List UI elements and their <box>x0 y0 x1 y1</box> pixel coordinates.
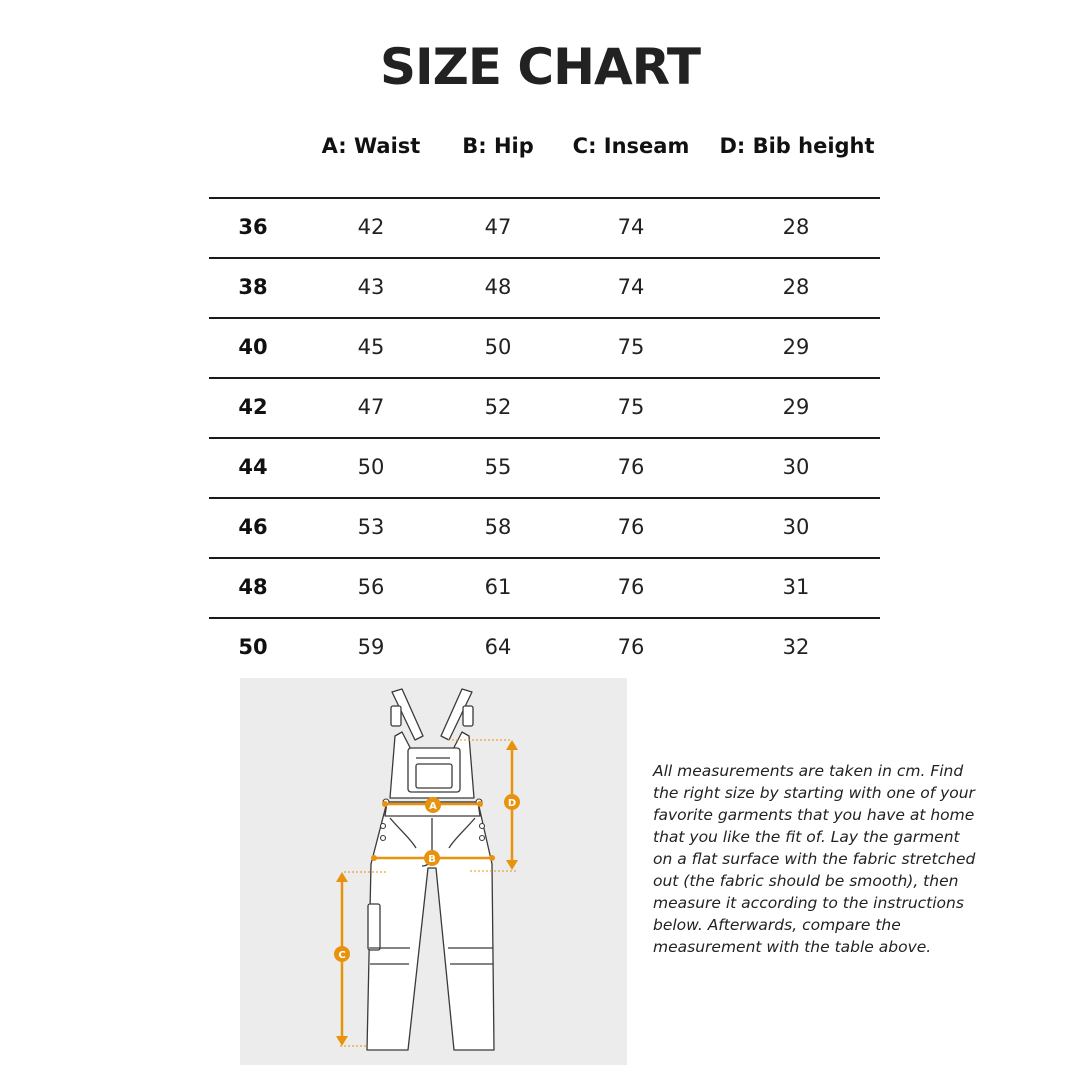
size-cell: 40 <box>238 335 268 359</box>
waist-cell: 43 <box>357 275 385 299</box>
inseam-cell: 74 <box>617 275 645 299</box>
table-row <box>209 317 880 377</box>
svg-text:C: C <box>338 950 346 961</box>
hip-cell: 52 <box>484 395 512 419</box>
hip-cell: 50 <box>484 335 512 359</box>
inseam-cell: 75 <box>617 335 645 359</box>
inseam-cell: 76 <box>617 455 645 479</box>
bib-height-cell: 28 <box>782 215 810 239</box>
waist-cell: 59 <box>357 635 385 659</box>
bib-height-cell: 28 <box>782 275 810 299</box>
size-cell: 50 <box>238 635 268 659</box>
hip-cell: 58 <box>484 515 512 539</box>
column-header-waist: A: Waist <box>321 134 421 158</box>
bib-height-cell: 32 <box>782 635 810 659</box>
hip-cell: 47 <box>484 215 512 239</box>
size-table <box>209 197 880 677</box>
table-row <box>209 617 880 677</box>
table-row <box>209 557 880 617</box>
table-row <box>209 497 880 557</box>
column-header-bib-height: D: Bib height <box>719 134 875 158</box>
hip-cell: 61 <box>484 575 512 599</box>
measurement-instructions: All measurements are taken in cm. Find the right size by starting with one of your favorite garments that you have at home that you like the fit of. Lay the garment on a flat surface with the fabric stretched out (the fabric should be smooth), then measure it according to the instructions below. Afterwards, compare the measurement with the table above. <box>653 762 976 956</box>
hip-cell: 55 <box>484 455 512 479</box>
waist-cell: 47 <box>357 395 385 419</box>
inseam-cell: 76 <box>617 575 645 599</box>
svg-text:D: D <box>507 798 517 809</box>
table-row <box>209 197 880 257</box>
table-row <box>209 377 880 437</box>
waist-cell: 56 <box>357 575 385 599</box>
hip-cell: 48 <box>484 275 512 299</box>
inseam-cell: 76 <box>617 515 645 539</box>
page-title: SIZE CHART <box>379 38 701 96</box>
waist-cell: 45 <box>357 335 385 359</box>
hip-cell: 64 <box>484 635 512 659</box>
size-cell: 36 <box>238 215 268 239</box>
overalls-drawing <box>240 678 627 1065</box>
size-cell: 38 <box>238 275 268 299</box>
inseam-cell: 75 <box>617 395 645 419</box>
size-cell: 46 <box>238 515 268 539</box>
bib-height-cell: 30 <box>782 515 810 539</box>
marker-c <box>334 946 350 962</box>
inseam-cell: 76 <box>617 635 645 659</box>
bib-height-cell: 29 <box>782 335 810 359</box>
table-row <box>209 437 880 497</box>
size-cell: 48 <box>238 575 268 599</box>
column-header-inseam: C: Inseam <box>572 134 690 158</box>
size-cell: 42 <box>238 395 268 419</box>
waist-cell: 53 <box>357 515 385 539</box>
overalls-measurement-illustration <box>240 678 627 1065</box>
waist-cell: 50 <box>357 455 385 479</box>
svg-text:B: B <box>428 854 436 865</box>
bib-height-cell: 31 <box>782 575 810 599</box>
inseam-cell: 74 <box>617 215 645 239</box>
marker-d <box>504 794 520 810</box>
table-row <box>209 257 880 317</box>
marker-b <box>424 850 440 866</box>
waist-cell: 42 <box>357 215 385 239</box>
marker-a <box>425 797 441 813</box>
svg-text:A: A <box>429 801 437 812</box>
column-header-hip: B: Hip <box>462 134 534 158</box>
size-cell: 44 <box>238 455 268 479</box>
bib-height-cell: 29 <box>782 395 810 419</box>
bib-height-cell: 30 <box>782 455 810 479</box>
